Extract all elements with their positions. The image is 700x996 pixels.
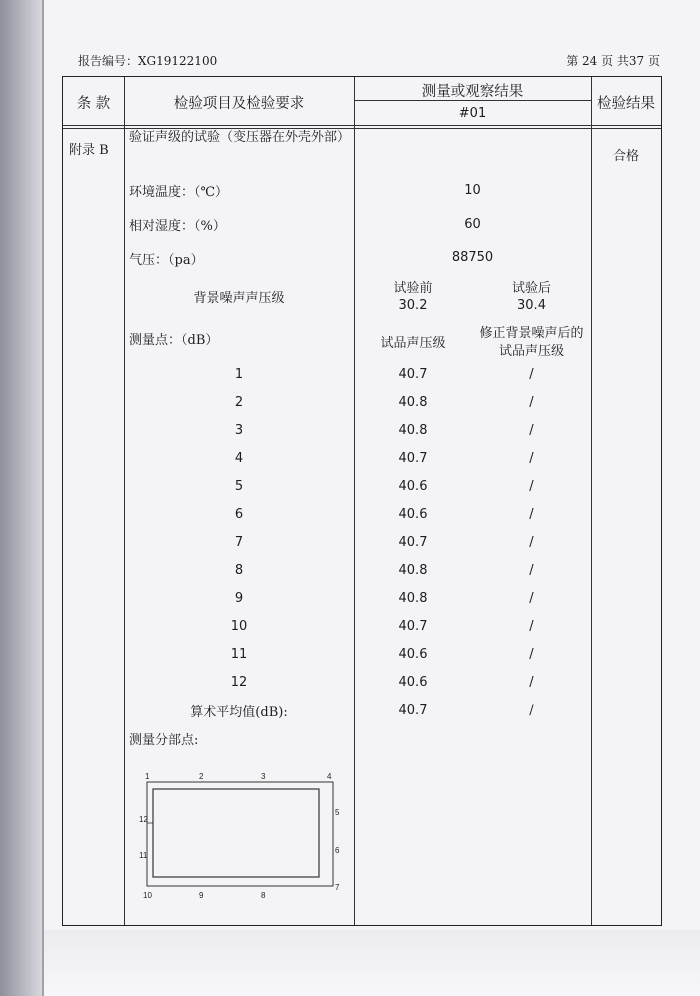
outer-outline xyxy=(147,782,333,886)
diagram-point-label: 3 xyxy=(261,773,266,781)
diagram-point-label: 1 xyxy=(145,773,150,781)
measured-spl: 40.6 xyxy=(398,507,428,522)
corrected-spl: / xyxy=(529,451,534,466)
measured-spl: 40.7 xyxy=(398,619,428,634)
background-noise-label: 背景噪声声压级 xyxy=(193,291,285,306)
measure-point-number: 5 xyxy=(234,479,244,494)
report-number: 报告编号：XG19122100 xyxy=(78,54,218,68)
measure-point-number: 4 xyxy=(234,451,244,466)
diagram-point-label: 6 xyxy=(335,846,340,855)
header-item: 检验项目及检验要求 xyxy=(173,96,305,112)
measure-point-number: 10 xyxy=(230,619,248,634)
pressure-value: 88750 xyxy=(451,250,494,265)
binding-edge-line xyxy=(42,0,44,996)
header-clause: 条 款 xyxy=(76,96,111,112)
corrected-spl: / xyxy=(529,675,534,690)
corrected-spl: / xyxy=(529,619,534,634)
before-label: 试验前 xyxy=(393,281,433,296)
verdict-value: 合格 xyxy=(612,149,639,164)
corrected-spl: / xyxy=(529,507,534,522)
diagram-point-label: 10 xyxy=(143,891,152,900)
corrected-spl: / xyxy=(529,423,534,438)
header-verdict: 检验结果 xyxy=(597,96,655,112)
before-value: 30.2 xyxy=(398,298,428,313)
measure-point-number: 12 xyxy=(230,675,248,690)
diagram-point-label: 9 xyxy=(199,891,204,900)
diagram-point-label: 7 xyxy=(335,883,340,892)
divider xyxy=(591,77,592,925)
temp-label: 环境温度：（℃） xyxy=(129,185,229,200)
page-bottom-edge xyxy=(44,930,700,996)
spl-column-label: 试品声压级 xyxy=(380,336,446,351)
humidity-value: 60 xyxy=(464,217,481,232)
test-title: 验证声级的试验（变压器在外壳外部） xyxy=(129,130,351,145)
corrected-column-label-2: 试品声压级 xyxy=(498,344,564,359)
clause-ref: 附录 B xyxy=(69,143,109,158)
header-result: 测量或观察结果 xyxy=(421,84,524,100)
binding-spine xyxy=(0,0,44,996)
measure-point-number: 7 xyxy=(234,535,244,550)
measured-spl: 40.8 xyxy=(398,563,428,578)
measured-spl: 40.6 xyxy=(398,647,428,662)
measure-point-number: 6 xyxy=(234,507,244,522)
corrected-spl: / xyxy=(529,367,534,382)
measure-point-number: 11 xyxy=(230,647,248,662)
measured-spl: 40.8 xyxy=(398,591,428,606)
diagram-point-label: 2 xyxy=(199,773,204,781)
after-label: 试验后 xyxy=(511,281,551,296)
corrected-column-label-1: 修正背景噪声后的 xyxy=(479,326,584,341)
diagram-point-label: 8 xyxy=(261,891,266,900)
measured-spl: 40.8 xyxy=(398,423,428,438)
measured-spl: 40.7 xyxy=(398,367,428,382)
measure-point-number: 1 xyxy=(234,367,244,382)
measure-point-number: 2 xyxy=(234,395,244,410)
measured-spl: 40.8 xyxy=(398,395,428,410)
divider xyxy=(124,77,125,925)
corrected-spl: / xyxy=(529,563,534,578)
measured-spl: 40.6 xyxy=(398,675,428,690)
average-corrected: / xyxy=(529,703,534,718)
pressure-label: 气压：（pa） xyxy=(129,253,204,268)
measure-point-number: 8 xyxy=(234,563,244,578)
inspection-table xyxy=(62,76,662,926)
measure-point-number: 3 xyxy=(234,423,244,438)
after-value: 30.4 xyxy=(517,298,546,313)
page-number: 第 24 页 共37 页 xyxy=(566,54,660,68)
measured-spl: 40.7 xyxy=(398,535,428,550)
distribution-label: 测量分部点: xyxy=(129,733,199,748)
measure-point-number: 9 xyxy=(234,591,244,606)
corrected-spl: / xyxy=(529,647,534,662)
inner-outline xyxy=(153,789,319,877)
divider xyxy=(63,125,661,126)
average-label: 算术平均值(dB): xyxy=(190,705,288,720)
measure-point-label: 测量点：（dB） xyxy=(129,333,219,348)
measured-spl: 40.7 xyxy=(398,451,428,466)
measured-spl: 40.6 xyxy=(398,479,428,494)
diagram-point-label: 12 xyxy=(139,815,148,824)
corrected-spl: / xyxy=(529,395,534,410)
corrected-spl: / xyxy=(529,591,534,606)
header-sample-id: #01 xyxy=(458,106,487,121)
corrected-spl: / xyxy=(529,479,534,494)
diagram-point-label: 11 xyxy=(139,851,148,860)
humidity-label: 相对湿度：（%） xyxy=(129,219,226,234)
average-value: 40.7 xyxy=(398,703,428,718)
diagram-point-label: 5 xyxy=(335,808,340,817)
diagram-point-label: 4 xyxy=(327,773,332,781)
corrected-spl: / xyxy=(529,535,534,550)
measurement-points-diagram xyxy=(139,773,359,903)
temp-value: 10 xyxy=(464,183,481,198)
